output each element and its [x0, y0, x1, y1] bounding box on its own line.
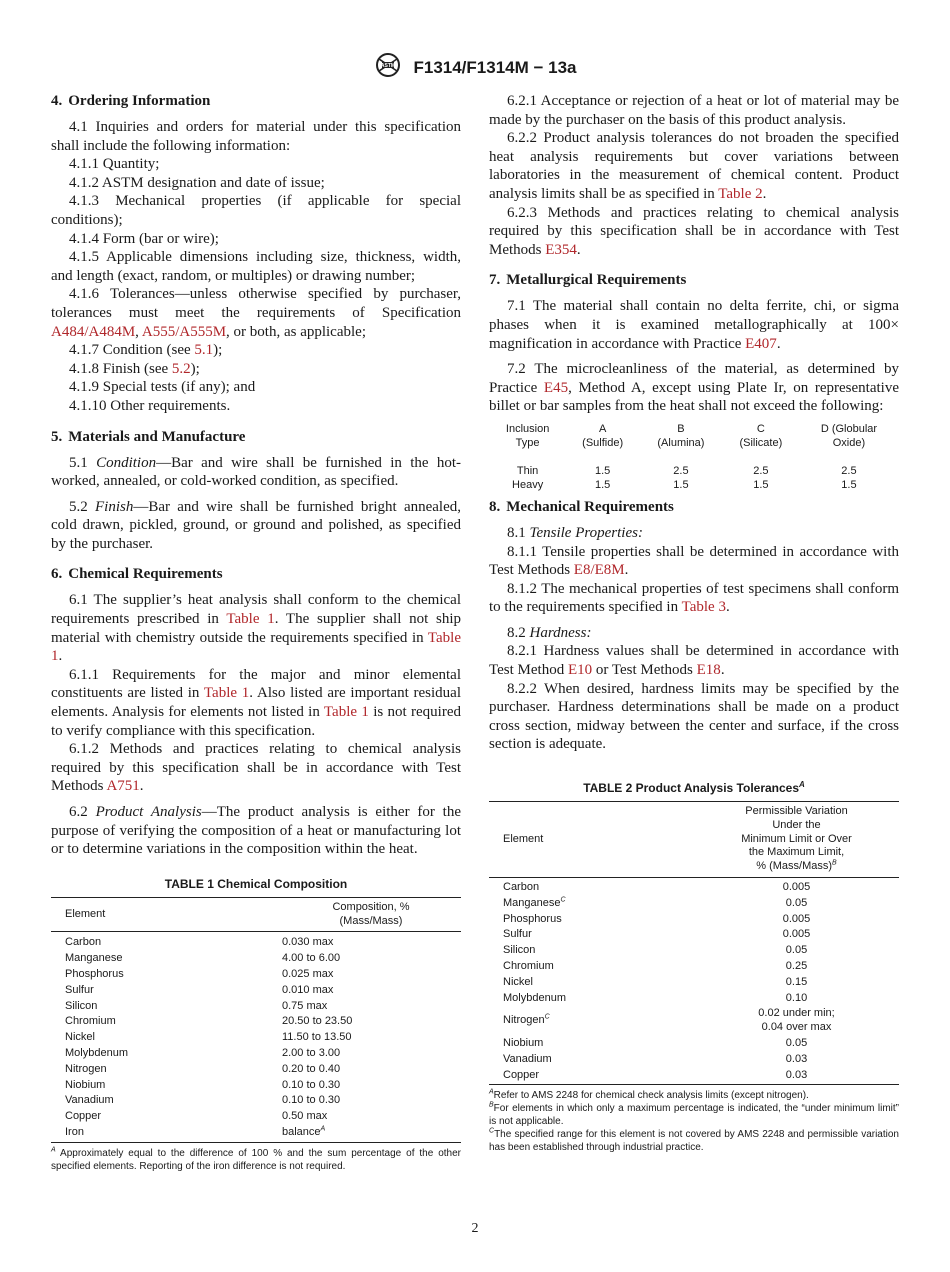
para-4-1-6: 4.1.6 Tolerances—unless otherwise specified by purchaser, tolerances must meet the requirements of Specification A484/A484M, A555/A555M, or both, as applicable; [51, 286, 461, 340]
table1-cell-element: Niobium [65, 1078, 106, 1091]
para-6-2-2: 6.2.2 Product analysis tolerances do not broaden the specified heat analysis requirements but cover variations between laboratories in the measurement of chemical content. Product analysis limits shall be as specified in Table 2. [489, 130, 899, 202]
table2-product-analysis-tolerances [489, 801, 899, 1085]
ref-e18[interactable]: E18 [696, 662, 721, 679]
table2-row [489, 878, 899, 896]
para-4-1-8: 4.1.8 Finish (see 5.2); [69, 360, 200, 377]
ref-e8[interactable]: E8/E8M [573, 562, 625, 579]
table2-cell-element: Manganese$^C$ [503, 896, 566, 909]
table1-row [51, 951, 461, 967]
right-column [489, 92, 899, 1154]
ref-table1[interactable]: Table 1 [51, 629, 461, 665]
table1-header-composition: Composition, % (Mass/Mass) [281, 897, 461, 932]
table1-cell-element: Nickel [65, 1031, 95, 1044]
table2-cell-element: Nitrogen$^C$ [503, 1013, 550, 1027]
table2-cell-variation: 0.02 under min; 0.04 over max [758, 1007, 835, 1034]
para-4-1-10: 4.1.10 Other requirements. [69, 397, 231, 414]
table2-header-variation: Permissible Variation Under the Minimum Limit or Over the Maximum Limit, % (Mass/Mass)$^B$ [694, 802, 899, 878]
table1-row [51, 1078, 461, 1094]
table1-row [51, 1062, 461, 1078]
ref-table1[interactable]: Table 1 [226, 611, 275, 628]
table2-row [489, 975, 899, 991]
para-4-1-1: 4.1.1 Quantity; [69, 156, 160, 173]
table1-cell-element: Silicon [65, 999, 98, 1012]
para-8-1: 8.1 Tensile Properties: [507, 524, 643, 541]
table1-title: TABLE 1 Chemical Composition [164, 876, 348, 891]
table2-cell-element: Niobium [503, 1036, 544, 1049]
para-4-1-9: 4.1.9 Special tests (if any); and [69, 379, 256, 396]
table2-row [489, 1068, 899, 1085]
inclusion-header-row: Inclusion A B C D (Globular [505, 422, 878, 435]
table2-row [489, 896, 899, 912]
table2-row [489, 912, 899, 928]
ref-e354[interactable]: E354 [545, 241, 577, 258]
table1-cell-composition: 0.010 max [282, 983, 334, 996]
para-4-1-5: 4.1.5 Applicable dimensions including size, thickness, width, and length (exact, random, or multiples) or drawing number; [51, 249, 461, 284]
para-7-1: 7.1 The material shall contain no delta ferrite, chi, or sigma phases when it is examined metallographically at 100× magnification in accordance with Practice E407. [489, 298, 899, 352]
para-4-1-7: 4.1.7 Condition (see 5.1); [69, 342, 223, 359]
table1-row [51, 1046, 461, 1062]
table2-cell-element: Chromium [503, 960, 554, 972]
table1-cell-element: Sulfur [65, 983, 94, 996]
table2-cell-variation: 0.005 [782, 928, 811, 941]
ref-table2[interactable]: Table 2 [718, 185, 763, 202]
table1-row [51, 1093, 461, 1109]
table2-cell-variation: 0.15 [785, 975, 808, 988]
table2-cell-variation: 0.05 [785, 896, 808, 909]
table2-cell-element: Vanadium [503, 1052, 552, 1065]
page-number: 2 [471, 1221, 479, 1236]
table1-cell-element: Iron [51, 1125, 281, 1142]
table1-cell-composition: 2.00 to 3.00 [282, 1046, 341, 1059]
table1-cell-composition: 0.10 to 0.30 [282, 1078, 341, 1091]
table1-cell-composition: 0.030 max [282, 936, 334, 949]
table2-footnote-b: $^B$For elements in which only a maximum percentage is indicated, the “under minimum limit” is not applicable. [489, 1102, 899, 1128]
section-5-heading: 5. Materials and Manufacture [51, 428, 246, 445]
table2-header-element: Element [489, 802, 694, 878]
page-header [0, 52, 950, 83]
para-6-2-3: 6.2.3 Methods and practices relating to chemical analysis required by this specification shall be in accordance with Test Methods E354. [489, 204, 899, 258]
table1-chemical-composition [51, 897, 461, 1143]
table2-row [489, 943, 899, 959]
para-6-1-2: 6.1.2 Methods and practices relating to chemical analysis required by this specification shall be in accordance with Test Methods A751. [51, 741, 461, 795]
table1-cell-composition: balance$^A$ [281, 1125, 461, 1142]
ref-table1[interactable]: Table 1 [323, 704, 369, 721]
table1-row [51, 932, 461, 951]
table1-cell-composition: 11.50 to 13.50 [282, 1031, 352, 1044]
para-8-2: 8.2 Hardness: [507, 624, 592, 641]
table2-cell-element: Phosphorus [503, 912, 562, 925]
para-5-2: 5.2 Finish—Bar and wire shall be furnished bright annealed, cold drawn, pickled, ground, or ground and polished, as specified by the purchaser. [51, 498, 461, 552]
table1-cell-element: Chromium [65, 1015, 116, 1028]
table1-cell-composition: 0.75 max [282, 999, 328, 1012]
inclusion-header-row: Type (Sulfide) (Alumina) (Silicate) Oxide) [515, 436, 866, 449]
table2-row [489, 1006, 899, 1036]
table2-cell-variation: 0.05 [785, 1036, 808, 1049]
table2-footnote-a: $^A$Refer to AMS 2248 for chemical check analysis limits (except nitrogen). [489, 1089, 809, 1102]
table2-cell-variation: 0.03 [785, 1052, 808, 1065]
para-6-2-1: 6.2.1 Acceptance or rejection of a heat or lot of material may be made by the purchaser on the basis of this product analysis. [489, 93, 899, 128]
inclusion-table [489, 422, 899, 492]
table2-cell-element: Sulfur [503, 928, 532, 941]
table2-cell-element: Molybdenum [503, 991, 566, 1004]
table2-row [489, 1036, 899, 1052]
inclusion-row-thin: Thin 1.5 2.5 2.5 2.5 [516, 464, 857, 477]
para-4-1-2: 4.1.2 ASTM designation and date of issue; [69, 174, 325, 191]
table1-cell-element: Manganese [65, 952, 123, 965]
table1-header-element: Element [51, 897, 281, 932]
ref-e407[interactable]: E407 [745, 335, 777, 352]
table1-cell-composition: 0.20 to 0.40 [282, 1062, 341, 1075]
section-6-heading: 6. Chemical Requirements [51, 566, 223, 583]
ref-a751[interactable]: A751 [106, 778, 140, 795]
para-8-2-1: 8.2.1 Hardness values shall be determined in accordance with Test Method E10 or Test Methods E18. [489, 643, 899, 679]
table1-cell-element: Molybdenum [65, 1046, 128, 1059]
table2-cell-variation: 0.10 [785, 991, 808, 1004]
table1-cell-element: Copper [65, 1110, 102, 1123]
inclusion-row-heavy: Heavy 1.5 1.5 1.5 1.5 [512, 478, 857, 491]
para-4-1: 4.1 Inquiries and orders for material under this specification shall include the following information: [51, 119, 461, 154]
para-4-1-4: 4.1.4 Form (bar or wire); [69, 230, 219, 247]
table1-row [51, 1109, 461, 1125]
section-7-heading: 7. Metallurgical Requirements [489, 272, 687, 289]
table1-cell-element: Nitrogen [65, 1062, 107, 1075]
table2-row [489, 959, 899, 975]
table2-row [489, 991, 899, 1007]
section-8-heading: 8. Mechanical Requirements [489, 498, 674, 515]
table1-cell-composition: 0.025 max [282, 967, 334, 980]
para-6-1: 6.1 The supplier’s heat analysis shall conform to the chemical requirements prescribed in Table 1. The supplier shall not ship material with chemistry outside the requirements specified in Table 1. [51, 592, 462, 665]
para-5-1: 5.1 Condition—Bar and wire shall be furnished in the hot-worked, annealed, or cold-worked condition, as specified. [51, 454, 462, 490]
table2-cell-element: Silicon [503, 944, 536, 957]
table1-row [51, 999, 461, 1015]
table2-cell-variation: 0.05 [785, 944, 808, 957]
para-6-2: 6.2 Product Analysis—The product analysis is either for the purpose of verifying the composition of a heat or manufacturing lot or to determine variations in the composition within the heat. [51, 804, 461, 858]
table2-row [489, 927, 899, 943]
table2-cell-variation: 0.25 [785, 960, 808, 972]
table1-row [51, 1014, 461, 1030]
table1-cell-element: Phosphorus [65, 967, 124, 980]
table1-row [51, 967, 461, 983]
table1-row [51, 1125, 461, 1142]
ref-table1[interactable]: Table 1 [203, 685, 250, 702]
table2-row [489, 1052, 899, 1068]
table1-cell-element: Vanadium [65, 1094, 114, 1107]
para-4-1-3: 4.1.3 Mechanical properties (if applicable for special conditions); [51, 193, 461, 228]
para-8-1-1: 8.1.1 Tensile properties shall be determined in accordance with Test Methods E8/E8M. [489, 543, 899, 579]
astm-logo-icon [373, 52, 403, 83]
ref-5-1[interactable]: 5.1 [194, 342, 214, 359]
table2-title: TABLE 2 Product Analysis Tolerances$^A$ [583, 780, 805, 796]
table2-cell-variation: 0.005 [782, 881, 811, 894]
document-designation: F1314/F1314M − 13a [413, 57, 577, 77]
section-4-heading: 4. Ordering Information [51, 93, 211, 109]
table1-cell-composition: 0.50 max [282, 1110, 328, 1123]
ref-5-2[interactable]: 5.2 [171, 360, 191, 377]
table1-row [51, 1030, 461, 1046]
para-7-2: 7.2 The microcleanliness of the material, as determined by Practice E45, Method A, except using Plate Ir, on representative billet or bar samples from the heat shall not exceed the following: [489, 361, 899, 415]
table2-cell-element: Carbon [503, 881, 540, 894]
table1-cell-composition: 20.50 to 23.50 [282, 1015, 353, 1028]
table1-cell-composition: 4.00 to 6.00 [282, 952, 341, 965]
left-column [51, 92, 461, 1173]
ref-table3[interactable]: Table 3 [681, 599, 726, 616]
table1-cell-element: Carbon [65, 936, 102, 949]
ref-e10[interactable]: E10 [567, 662, 593, 679]
para-6-1-1: 6.1.1 Requirements for the major and minor elemental constituents are listed in Table 1. Also listed are important residual elements. Analysis for elements not listed in Table 1 is not required to verify compliance with this specification. [51, 666, 461, 739]
table2-footnote-c: $^C$The specified range for this element is not covered by AMS 2248 and permissible variation has been established through industrial practice. [489, 1128, 899, 1154]
ref-a555[interactable]: A555/A555M [141, 323, 227, 340]
svg-text:ASTM: ASTM [381, 63, 396, 70]
table1-footnote: $^A$ Approximately equal to the difference of 100 % and the sum percentage of the other specified elements. Reporting of the iron difference is not required. [51, 1146, 461, 1172]
ref-a484[interactable]: A484/A484M [51, 323, 136, 340]
para-8-1-2: 8.1.2 The mechanical properties of test specimens shall conform to the requirements specified in Table 3. [489, 580, 899, 616]
ref-e45[interactable]: E45 [543, 379, 569, 396]
para-8-2-2: 8.2.2 When desired, hardness limits may be specified by the purchaser. Hardness determinations shall be made on a product cross section, midway between the center and surface, if the cross section is adequate. [489, 680, 899, 753]
table2-cell-element: Nickel [503, 975, 533, 988]
table1-cell-composition: 0.10 to 0.30 [282, 1094, 341, 1107]
table2-cell-variation: 0.03 [694, 1068, 899, 1085]
table2-cell-element: Copper [489, 1068, 694, 1085]
table1-row [51, 983, 461, 999]
table2-cell-variation: 0.005 [782, 912, 811, 925]
